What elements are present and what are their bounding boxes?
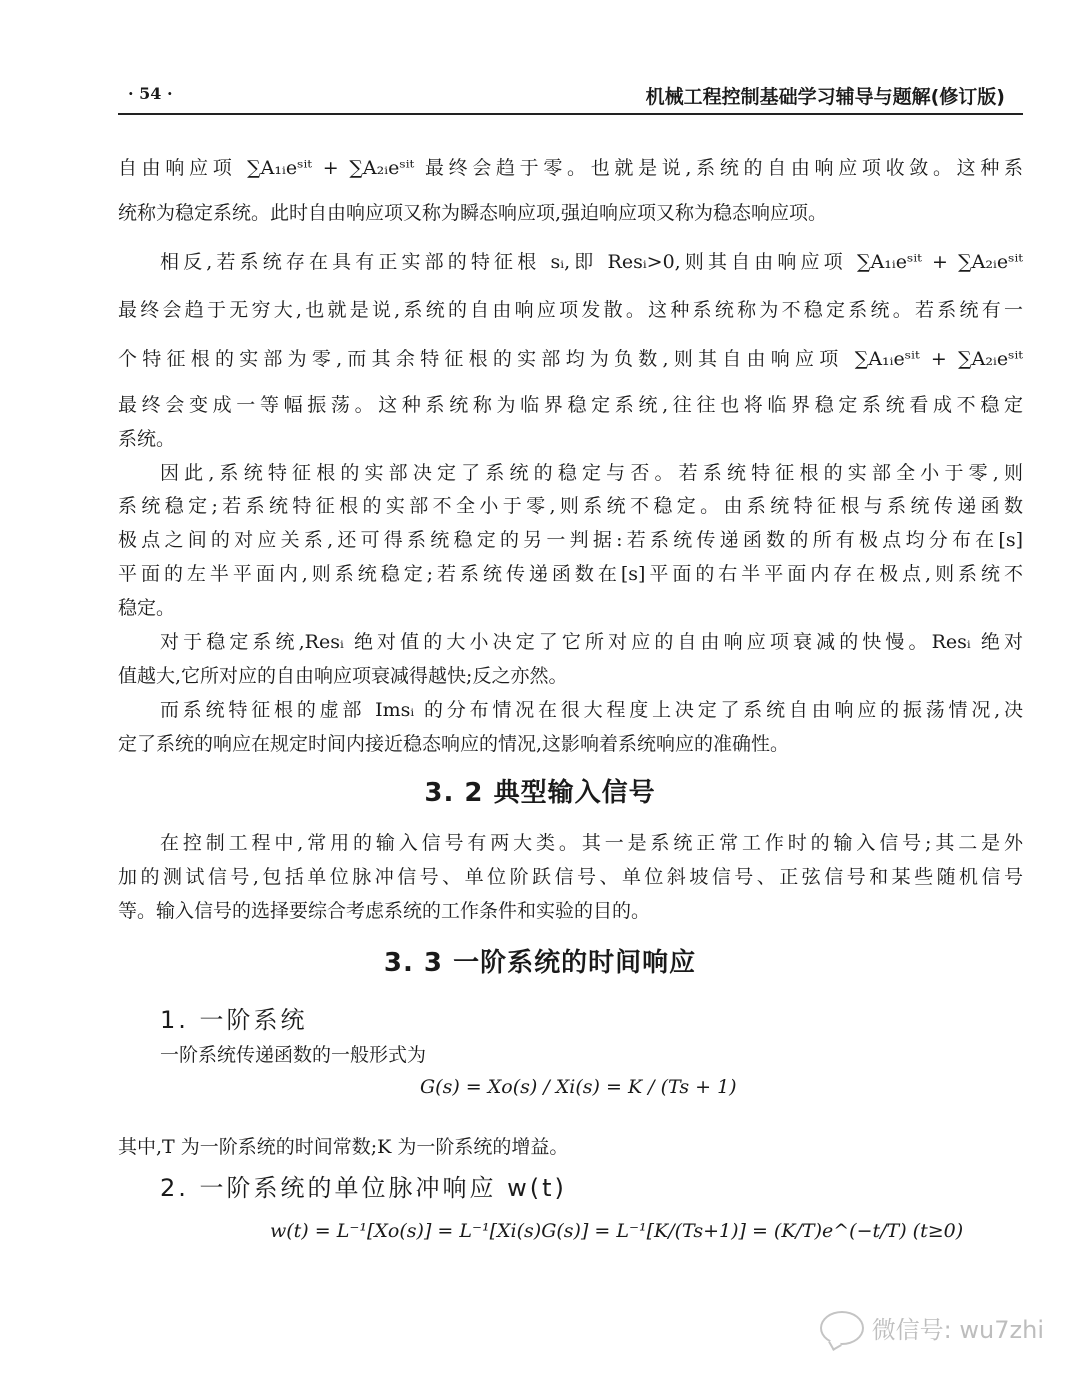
wechat-icon bbox=[820, 1311, 864, 1345]
header-rule bbox=[118, 113, 1023, 115]
text-line: 稳定。 bbox=[118, 597, 176, 619]
text-line: 定了系统的响应在规定时间内接近稳态响应的情况,这影响着系统响应的准确性。 bbox=[118, 733, 790, 755]
subheading-impulse-response: 2. 一阶系统的单位脉冲响应 w(t) bbox=[160, 1174, 567, 1202]
section-heading-3-3: 3. 3 一阶系统的时间响应 bbox=[383, 948, 697, 978]
text-line: 系统。 bbox=[118, 428, 176, 450]
transfer-function-formula: G(s) = Xo(s) / Xi(s) = K / (Ts + 1) bbox=[420, 1076, 737, 1098]
text-line: 加的测试信号,包括单位脉冲信号、单位阶跃信号、单位斜坡信号、正弦信号和某些随机信号 bbox=[118, 866, 1023, 888]
running-header bbox=[118, 80, 1023, 110]
page-number: · 54 · bbox=[128, 84, 173, 103]
text-line: 一阶系统传递函数的一般形式为 bbox=[160, 1044, 427, 1066]
impulse-response-formula: w(t) = L⁻¹[Xo(s)] = L⁻¹[Xi(s)G(s)] = L⁻¹[K/(Ts+1)] = (K/T)e^(−t/T) (t≥0) bbox=[270, 1220, 964, 1242]
text-line: 极点之间的对应关系,还可得系统稳定的另一判据:若系统传递函数的所有极点均分布在[s] bbox=[118, 529, 1023, 551]
text-line: 其中,T 为一阶系统的时间常数;K 为一阶系统的增益。 bbox=[118, 1136, 569, 1158]
text-line: 最终会趋于无穷大,也就是说,系统的自由响应项发散。这种系统称为不稳定系统。若系统有一 bbox=[118, 299, 1023, 321]
text-line: 因此,系统特征根的实部决定了系统的稳定与否。若系统特征根的实部全小于零,则 bbox=[160, 462, 1023, 484]
text-line: 个特征根的实部为零,而其余特征根的实部均为负数,则其自由响应项 ∑A₁ᵢeˢⁱᵗ + ∑A₂ᵢeˢⁱᵗ bbox=[118, 348, 1023, 370]
text-line: 在控制工程中,常用的输入信号有两大类。其一是系统正常工作时的输入信号;其二是外 bbox=[160, 832, 1023, 854]
text-line: 对于稳定系统,Resᵢ 绝对值的大小决定了它所对应的自由响应项衰减的快慢。Resᵢ 绝对 bbox=[160, 631, 1023, 653]
text-line: 相反,若系统存在具有正实部的特征根 sᵢ,即 Resᵢ>0,则其自由响应项 ∑A₁ᵢeˢⁱᵗ + ∑A₂ᵢeˢⁱᵗ bbox=[160, 251, 1023, 273]
text-line: 系统稳定;若系统特征根的实部不全小于零,则系统不稳定。由系统特征根与系统传递函数 bbox=[118, 495, 1023, 517]
text-line: 值越大,它所对应的自由响应项衰减得越快;反之亦然。 bbox=[118, 665, 568, 687]
text-line: 而系统特征根的虚部 Imsᵢ 的分布情况在很大程度上决定了系统自由响应的振荡情况,决 bbox=[160, 699, 1023, 721]
book-title: 机械工程控制基础学习辅导与题解(修订版) bbox=[645, 86, 1005, 108]
text-line: 自由响应项 ∑A₁ᵢeˢⁱᵗ + ∑A₂ᵢeˢⁱᵗ 最终会趋于零。也就是说,系统的自由响应项收敛。这种系 bbox=[118, 157, 1023, 179]
text-line: 统称为稳定系统。此时自由响应项又称为瞬态响应项,强迫响应项又称为稳态响应项。 bbox=[118, 202, 828, 224]
wechat-watermark bbox=[820, 1310, 1044, 1345]
text-line: 等。输入信号的选择要综合考虑系统的工作条件和实验的目的。 bbox=[118, 900, 651, 922]
text-line: 最终会变成一等幅振荡。这种系统称为临界稳定系统,往往也将临界稳定系统看成不稳定 bbox=[118, 394, 1023, 416]
watermark-text: 微信号: wu7zhi bbox=[871, 1316, 1044, 1344]
subheading-first-order-system: 1. 一阶系统 bbox=[160, 1006, 308, 1034]
section-heading-3-2: 3. 2 典型输入信号 bbox=[424, 778, 656, 808]
text-line: 平面的左半平面内,则系统稳定;若系统传递函数在[s]平面的右半平面内存在极点,则系统不 bbox=[118, 563, 1023, 585]
